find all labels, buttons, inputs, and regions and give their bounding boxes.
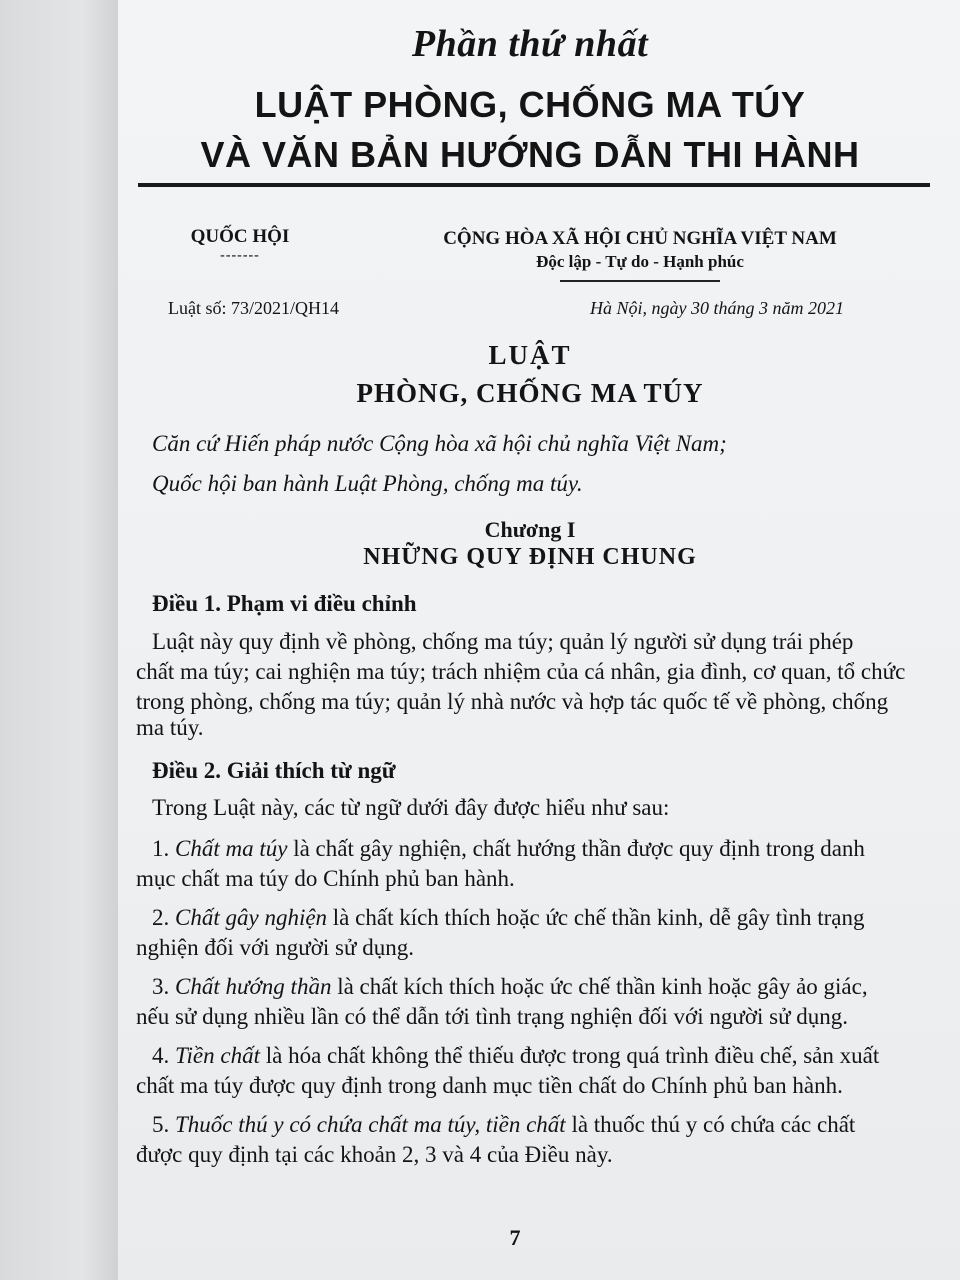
preamble-line-2: Quốc hội ban hành Luật Phòng, chống ma túy. (152, 471, 583, 496)
article-1-line: ma túy. (136, 715, 204, 740)
motto-rule (560, 280, 720, 282)
chapter-number: Chương I (484, 517, 576, 542)
law-title-line-1: LUẬT PHÒNG, CHỐNG MA TÚY (254, 84, 806, 125)
article-2-heading: Điều 2. Giải thích từ ngữ (152, 758, 396, 783)
item-number: 1. (152, 836, 175, 861)
article-1-line: Luật này quy định về phòng, chống ma túy; quản lý người sử dụng trái phép (152, 629, 854, 654)
item-number: 2. (152, 905, 175, 930)
article-1-line: chất ma túy; cai nghiện ma túy; trách nhiệm của cá nhân, gia đình, cơ quan, tổ chức (136, 659, 906, 684)
definition-text: là thuốc thú y có chứa các chất (565, 1112, 856, 1137)
defined-term: Tiền chất (175, 1043, 260, 1068)
defined-term: Chất gây nghiện (175, 905, 328, 930)
law-title-line-2: VÀ VĂN BẢN HƯỚNG DẪN THI HÀNH (200, 134, 860, 175)
definition-text-continued: nếu sử dụng nhiều lần có thể dẫn tới tình trạng nghiện đối với người sử dụng. (136, 1004, 849, 1029)
facing-page-edge (0, 0, 118, 1280)
definition-text: là hóa chất không thể thiếu được trong quá trình điều chế, sản xuất (259, 1043, 880, 1068)
republic-name: CỘNG HÒA XÃ HỘI CHỦ NGHĨA VIỆT NAM (443, 228, 837, 249)
page-number: 7 (509, 1225, 521, 1250)
header-rule (138, 183, 930, 187)
definition-text: là chất kích thích hoặc ức chế thần kinh, dễ gây tình trạng (327, 905, 865, 930)
document-name: PHÒNG, CHỐNG MA TÚY (356, 378, 704, 408)
law-number: Luật số: 73/2021/QH14 (168, 298, 339, 318)
article-1-heading: Điều 1. Phạm vi điều chỉnh (152, 591, 417, 616)
preamble-line-1: Căn cứ Hiến pháp nước Cộng hòa xã hội chủ nghĩa Việt Nam; (152, 431, 727, 456)
defined-term: Chất hướng thần (175, 974, 332, 999)
national-motto: Độc lập - Tự do - Hạnh phúc (536, 252, 744, 271)
place-date: Hà Nội, ngày 30 tháng 3 năm 2021 (590, 298, 844, 318)
article-1-line: trong phòng, chống ma túy; quản lý nhà nước và hợp tác quốc tế về phòng, chống (136, 689, 889, 714)
definition-text-continued: chất ma túy được quy định trong danh mục tiền chất do Chính phủ ban hành. (136, 1073, 843, 1098)
definition-item (152, 1043, 879, 1069)
definition-text: là chất gây nghiện, chất hướng thần được quy định trong danh (287, 836, 865, 861)
chapter-name: NHỮNG QUY ĐỊNH CHUNG (363, 544, 697, 570)
item-number: 5. (152, 1112, 175, 1137)
defined-term: Chất ma túy (175, 836, 288, 861)
item-number: 3. (152, 974, 175, 999)
definition-item (152, 836, 865, 862)
document-type: LUẬT (488, 340, 572, 370)
definition-item (152, 974, 868, 1000)
issuer-name: QUỐC HỘI (190, 226, 290, 247)
issuer-block (160, 226, 320, 264)
definition-text-continued: được quy định tại các khoản 2, 3 và 4 của Điều này. (136, 1142, 613, 1167)
part-title: Phần thứ nhất (411, 23, 649, 65)
definition-text: là chất kích thích hoặc ức chế thần kinh hoặc gây ảo giác, (331, 974, 868, 999)
national-title-block (420, 228, 860, 282)
defined-term: Thuốc thú y có chứa chất ma túy, tiền chất (175, 1112, 566, 1137)
article-2-intro: Trong Luật này, các từ ngữ dưới đây được hiểu như sau: (152, 795, 670, 820)
definition-text-continued: nghiện đối với người sử dụng. (136, 935, 414, 960)
definition-item (152, 1112, 855, 1138)
definition-item (152, 905, 865, 931)
definition-text-continued: mục chất ma túy do Chính phủ ban hành. (136, 866, 515, 891)
item-number: 4. (152, 1043, 175, 1068)
issuer-rule: ------- (220, 248, 260, 263)
